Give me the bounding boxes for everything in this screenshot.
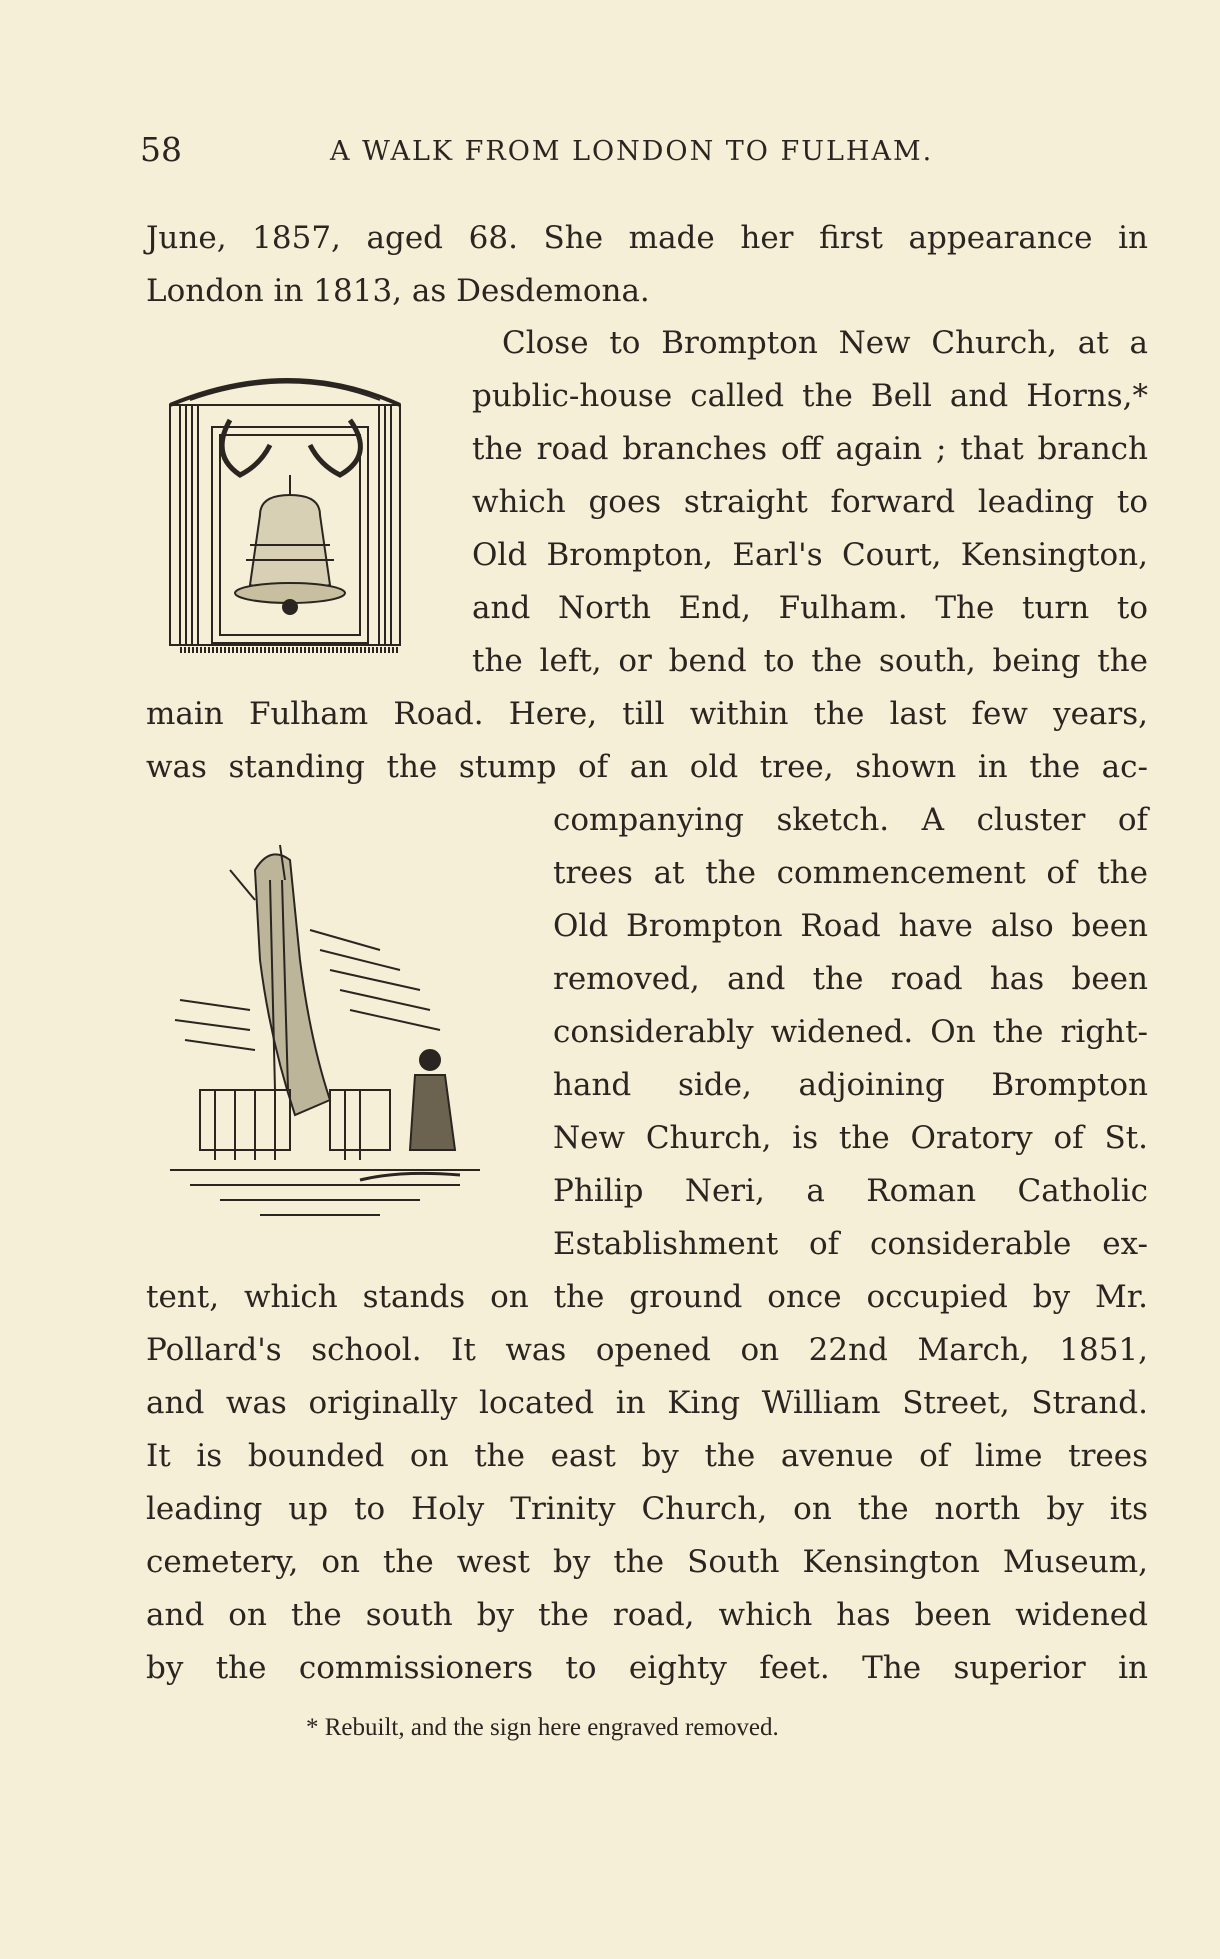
text-line: June, 1857, aged 68. She made her first appearance in bbox=[146, 220, 1148, 256]
text-line: the road branches off again ; that branch bbox=[472, 431, 1148, 467]
text-line: leading up to Holy Trinity Church, on the north by its bbox=[146, 1491, 1148, 1527]
text-line: the left, or bend to the south, being the bbox=[472, 643, 1148, 679]
running-title: A WALK FROM LONDON TO FULHAM. bbox=[330, 136, 934, 167]
text-line: cemetery, on the west by the South Kensington Museum, bbox=[146, 1544, 1148, 1580]
text-line: trees at the commencement of the bbox=[553, 855, 1148, 891]
text-line: Old Brompton Road have also been bbox=[553, 908, 1148, 944]
text-line: was standing the stump of an old tree, shown in the ac- bbox=[146, 749, 1148, 785]
text-line: Old Brompton, Earl's Court, Kensington, bbox=[472, 537, 1148, 573]
tree-stump-illustration bbox=[160, 840, 520, 1240]
text-line: Establishment of considerable ex- bbox=[553, 1226, 1148, 1262]
page-header bbox=[140, 130, 1150, 174]
text-line: removed, and the road has been bbox=[553, 961, 1148, 997]
text-line: and was originally located in King William Street, Strand. bbox=[146, 1385, 1148, 1421]
text-line: Philip Neri, a Roman Catholic bbox=[553, 1173, 1148, 1209]
text-line: Pollard's school. It was opened on 22nd March, 1851, bbox=[146, 1332, 1148, 1368]
text-line: tent, which stands on the ground once occupied by Mr. bbox=[146, 1279, 1148, 1315]
text-line: New Church, is the Oratory of St. bbox=[553, 1120, 1148, 1156]
page-number: 58 bbox=[140, 130, 182, 169]
text-line: public-house called the Bell and Horns,* bbox=[472, 378, 1148, 414]
text-line: and on the south by the road, which has been widened bbox=[146, 1597, 1148, 1633]
text-line: and North End, Fulham. The turn to bbox=[472, 590, 1148, 626]
text-line: companying sketch. A cluster of bbox=[553, 802, 1148, 838]
bell-and-horns-icon bbox=[150, 345, 440, 665]
text-line: London in 1813, as Desdemona. bbox=[146, 273, 650, 309]
footnote: * Rebuilt, and the sign here engraved removed. bbox=[306, 1714, 779, 1741]
bell-sign-illustration bbox=[150, 345, 440, 665]
text-line: It is bounded on the east by the avenue of lime trees bbox=[146, 1438, 1148, 1474]
text-line: Close to Brompton New Church, at a bbox=[502, 325, 1148, 361]
text-line: by the commissioners to eighty feet. The superior in bbox=[146, 1650, 1148, 1686]
text-line: which goes straight forward leading to bbox=[472, 484, 1148, 520]
text-line: hand side, adjoining Brompton bbox=[553, 1067, 1148, 1103]
tree-stump-icon bbox=[160, 840, 520, 1240]
text-line: considerably widened. On the right- bbox=[553, 1014, 1148, 1050]
text-line: main Fulham Road. Here, till within the last few years, bbox=[146, 696, 1148, 732]
